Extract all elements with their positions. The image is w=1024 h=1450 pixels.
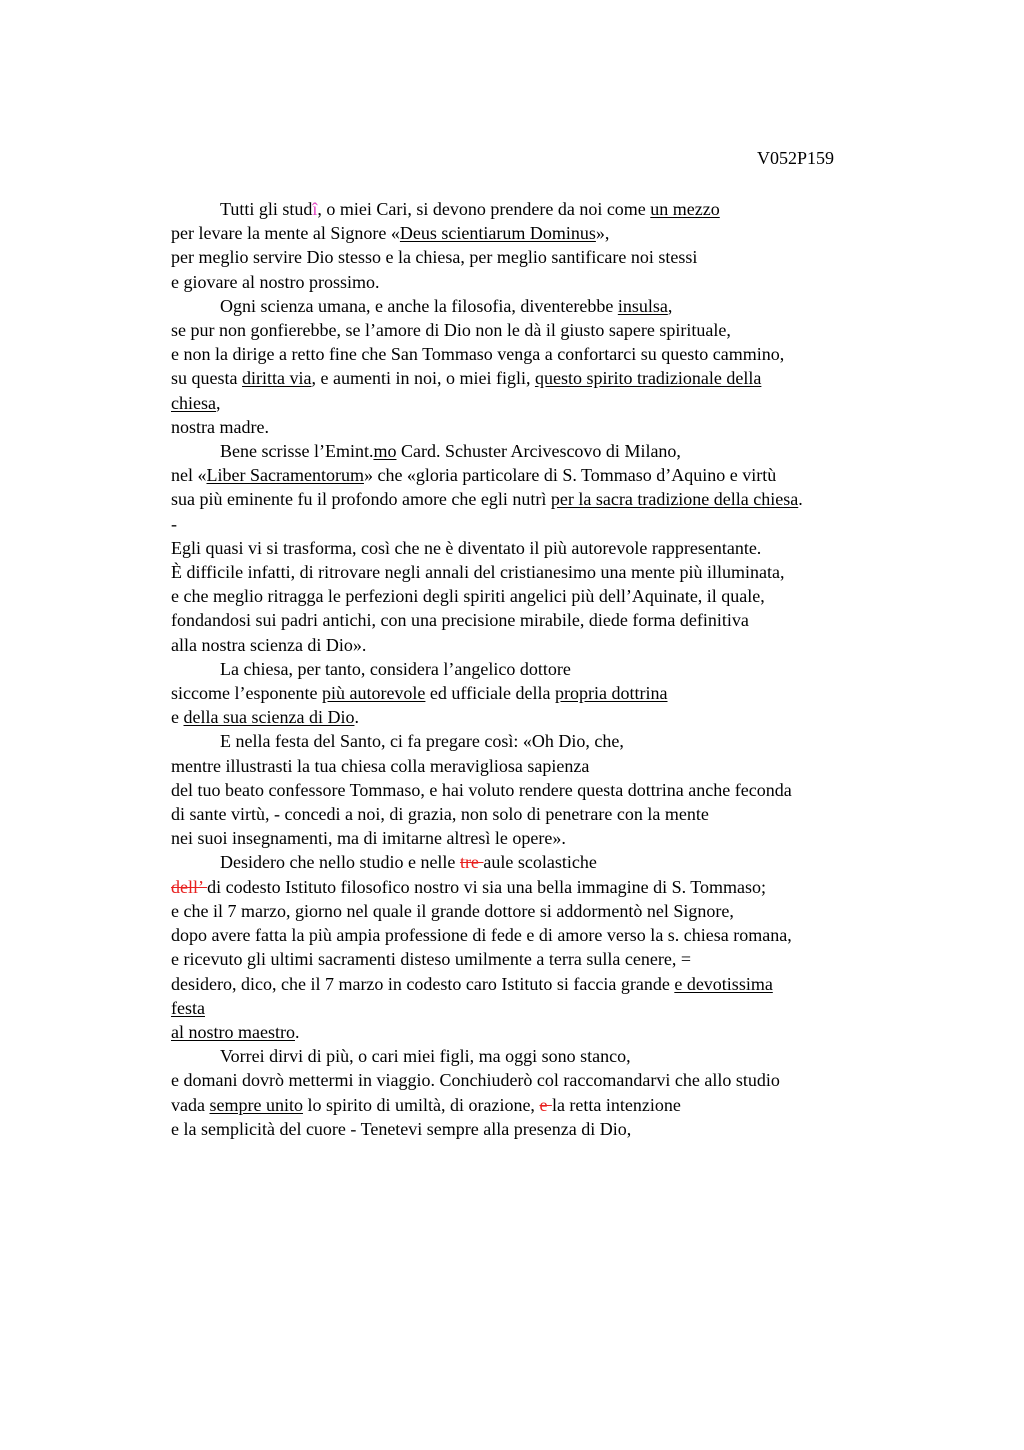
text-line: Desidero che nello studio e nelle tre aule scolastiche [220, 852, 597, 873]
deleted-text: e [539, 1094, 552, 1115]
deleted-text: dell’ [171, 876, 208, 897]
text-line: e della sua scienza di Dio. [171, 707, 359, 728]
text-line: e non la dirige a retto fine che San Tommaso venga a confortarci su questo cammino, [171, 344, 785, 365]
text-line: e la semplicità del cuore - Tenetevi sempre alla presenza di Dio, [171, 1118, 632, 1139]
text-line: di sante virtù, - concedi a noi, di grazia, non solo di penetrare con la mente [171, 804, 709, 825]
text-line: La chiesa, per tanto, considera l’angelico dottore [220, 658, 571, 679]
underlined-text: insulsa [617, 295, 668, 316]
underlined-text: un mezzo [650, 199, 720, 219]
document-body [171, 197, 911, 1141]
underlined-text: questo spirito tradizionale della [534, 368, 762, 389]
text-line: Ogni scienza umana, e anche la filosofia, diventerebbe insulsa, [220, 295, 673, 316]
text-line: per meglio servire Dio stesso e la chiesa, per meglio santificare noi stessi [171, 247, 698, 268]
text-line: Egli quasi vi si trasforma, così che ne è diventato il più autorevole rappresentante. [171, 537, 762, 558]
deleted-text: tre [459, 852, 484, 873]
text-line: mentre illustrasti la tua chiesa colla meravigliosa sapienza [171, 755, 590, 776]
accent-mark: î [312, 199, 318, 219]
text-line: alla nostra scienza di Dio». [171, 634, 367, 655]
underlined-text: sempre unito [209, 1094, 303, 1115]
underlined-text: mo [373, 441, 397, 462]
text-line: chiesa, [171, 392, 221, 413]
text-line: - [171, 513, 177, 534]
text-line: desidero, dico, che il 7 marzo in codesto caro Istituto si faccia grande e devotissima [171, 973, 773, 994]
text-line: dopo avere fatta la più ampia professione di fede e di amore verso la s. chiesa romana, [171, 925, 792, 946]
text-line: E nella festa del Santo, ci fa pregare così: «Oh Dio, che, [220, 731, 624, 752]
text-line: dell’ di codesto Istituto filosofico nostro vi sia una bella immagine di S. Tommaso; [171, 876, 766, 897]
text-line: fondandosi sui padri antichi, con una precisione mirabile, diede forma definitiva [171, 610, 749, 631]
underlined-text: al nostro maestro [171, 1021, 295, 1042]
underlined-text: più autorevole [321, 683, 426, 704]
text-line: È difficile infatti, di ritrovare negli annali del cristianesimo una mente più illuminata, [171, 562, 785, 583]
text-line: Bene scrisse l’Emint.mo Card. Schuster Arcivescovo di Milano, [220, 441, 681, 462]
text-line: e domani dovrò mettermi in viaggio. Conchiuderò col raccomandarvi che allo studio [171, 1070, 780, 1091]
underlined-text: Deus scientiarum Dominus [399, 223, 596, 244]
text-line: al nostro maestro. [171, 1021, 300, 1042]
text-line: e che meglio ritragga le perfezioni degli spiriti angelici più dell’Aquinate, il quale, [171, 586, 765, 607]
text-line: se pur non gonfierebbe, se l’amore di Dio non le dà il giusto sapere spirituale, [171, 320, 731, 341]
text-line [171, 996, 911, 1020]
text-line: nostra madre. [171, 416, 269, 437]
text-line: sua più eminente fu il profondo amore che egli nutrì per la sacra tradizione della chiesa. [171, 489, 803, 510]
underlined-text: Liber Sacramentorum [206, 465, 364, 486]
text-line: e giovare al nostro prossimo. [171, 271, 380, 292]
underlined-text: festa [171, 997, 205, 1018]
text-line: e che il 7 marzo, giorno nel quale il grande dottore si addormentò nel Signore, [171, 900, 734, 921]
text-line: nel «Liber Sacramentorum» che «gloria particolare di S. Tommaso d’Aquino e virtù [171, 465, 777, 486]
text-line: per levare la mente al Signore «Deus scientiarum Dominus», [171, 223, 610, 244]
underlined-text: e devotissima [674, 973, 773, 994]
text-line: e ricevuto gli ultimi sacramenti disteso umilmente a terra sulla cenere, = [171, 949, 691, 970]
document-id: V052P159 [757, 148, 835, 168]
underlined-text: propria dottrina [555, 683, 668, 704]
underlined-text: diritta via [242, 368, 312, 389]
text-line: vada sempre unito lo spirito di umiltà, di orazione, e la retta intenzione [171, 1094, 681, 1115]
text-line: del tuo beato confessore Tommaso, e hai voluto rendere questa dottrina anche feconda [171, 779, 792, 800]
text-line: su questa diritta via, e aumenti in noi, o miei figli, questo spirito tradizionale della [171, 368, 762, 389]
underlined-text: per la sacra tradizione della chiesa [550, 489, 799, 510]
underlined-text: della sua scienza di Dio [183, 707, 355, 728]
underlined-text: chiesa [171, 392, 216, 413]
text-line: siccome l’esponente più autorevole ed ufficiale della propria dottrina [171, 683, 668, 704]
text-line: Vorrei dirvi di più, o cari miei figli, ma oggi sono stanco, [220, 1046, 631, 1067]
text-line: Tutti gli studî, o miei Cari, si devono prendere da noi come un mezzo [220, 199, 720, 219]
text-line: nei suoi insegnamenti, ma di imitarne altresì le opere». [171, 828, 566, 849]
